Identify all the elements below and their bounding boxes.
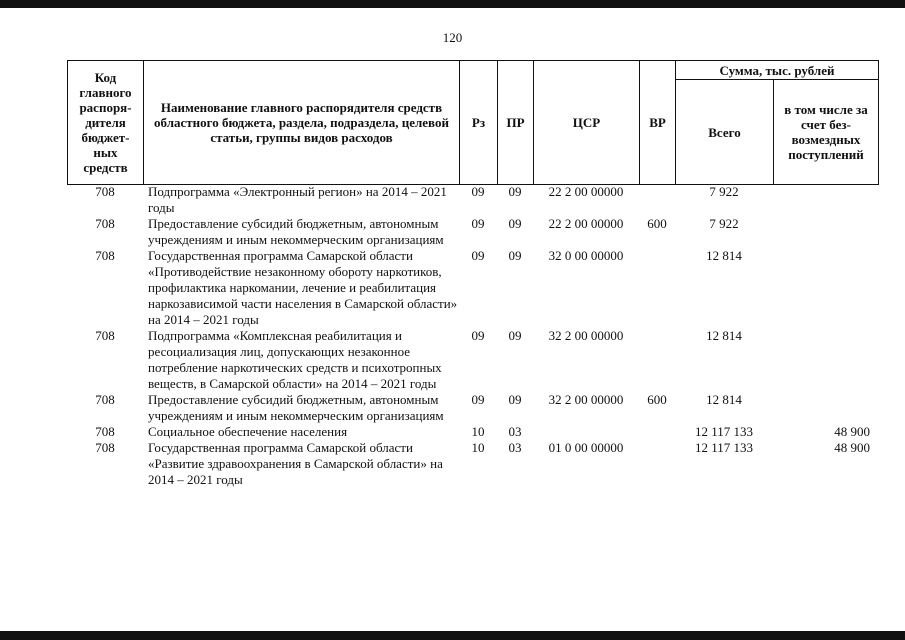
- cell-csr: 32 2 00 00000: [548, 392, 624, 407]
- cell-vr: [639, 184, 675, 216]
- page-number: 120: [442, 30, 463, 45]
- cell-name: Предоставление субсидий бюджетным, автономным учреждениям и иным некоммерческим организациям: [148, 216, 444, 247]
- cell-csr: 22 2 00 00000: [548, 216, 624, 231]
- header-csr: ЦСР: [534, 61, 640, 185]
- cell-code: 708: [95, 424, 115, 439]
- cell-name: Социальное обеспечение населения: [148, 424, 348, 439]
- cell-csr: 22 2 00 00000: [548, 184, 624, 199]
- header-name: Наименование главного распорядителя средств областного бюджета, раздела, подраздела, целевой статьи, группы видов расходов: [144, 61, 460, 185]
- cell-rz: 09: [471, 216, 485, 231]
- cell-total: 12 117 133: [694, 440, 754, 455]
- header-total: Всего: [676, 80, 774, 185]
- cell-vr: 600: [647, 392, 667, 407]
- table-row: [67, 440, 878, 488]
- cell-total: 12 814: [706, 328, 742, 343]
- cell-csr: 01 0 00 00000: [548, 440, 624, 455]
- table-row: [67, 184, 878, 216]
- cell-code: 708: [95, 328, 115, 343]
- top-border-rule: [0, 0, 905, 8]
- cell-vr: [639, 248, 675, 328]
- header-vr: ВР: [640, 61, 676, 185]
- cell-pr: 09: [508, 328, 522, 343]
- bottom-border-rule: [0, 631, 905, 640]
- table-row: [67, 248, 878, 328]
- cell-csr: 32 2 00 00000: [548, 328, 624, 343]
- cell-vr: [639, 440, 675, 488]
- cell-pr: 09: [508, 184, 522, 199]
- cell-vr: [639, 328, 675, 392]
- cell-code: 708: [95, 392, 115, 407]
- table-row: [67, 424, 878, 440]
- cell-code: 708: [95, 184, 115, 199]
- cell-total: 7 922: [709, 216, 739, 231]
- cell-total: 12 814: [706, 248, 742, 263]
- cell-free: [773, 216, 878, 248]
- cell-total: 12 814: [706, 392, 742, 407]
- cell-vr: [639, 424, 675, 440]
- cell-free: [773, 392, 878, 424]
- cell-rz: 09: [471, 392, 485, 407]
- table-header: [67, 60, 879, 185]
- cell-free: 48 900: [834, 440, 870, 455]
- cell-name: Подпрограмма «Комплексная реабилитация и ресоциализация лиц, допускающих незаконное потребление наркотических средств и психотропных веществ, в Самарской области» на 2014 – 2021 годы: [148, 328, 442, 391]
- header-free: в том числе за счет без-возмездных поступлений: [774, 80, 879, 185]
- cell-rz: 10: [471, 424, 485, 439]
- cell-csr: 32 0 00 00000: [548, 248, 624, 263]
- cell-free: 48 900: [834, 424, 870, 439]
- cell-rz: 09: [471, 184, 485, 199]
- cell-pr: 03: [508, 440, 522, 455]
- cell-code: 708: [95, 216, 115, 231]
- table-row: [67, 328, 878, 392]
- cell-total: 7 922: [709, 184, 739, 199]
- cell-code: 708: [95, 440, 115, 455]
- cell-rz: 09: [471, 248, 485, 263]
- cell-pr: 09: [508, 392, 522, 407]
- cell-rz: 09: [471, 328, 485, 343]
- cell-free: [773, 328, 878, 392]
- cell-name: Подпрограмма «Электронный регион» на 2014 – 2021 годы: [148, 184, 447, 215]
- cell-pr: 09: [508, 248, 522, 263]
- table-row: [67, 392, 878, 424]
- cell-total: 12 117 133: [694, 424, 754, 439]
- cell-name: Государственная программа Самарской области «Противодействие незаконному обороту наркотиков, профилактика наркомании, лечение и реабилитация наркозависимой части населения в Самарской области» на 2014 – 2021 годы: [148, 248, 458, 327]
- cell-free: [773, 248, 878, 328]
- header-sum-title: Сумма, тыс. рублей: [676, 61, 879, 80]
- cell-name: Предоставление субсидий бюджетным, автономным учреждениям и иным некоммерческим организациям: [148, 392, 444, 423]
- table-row: [67, 216, 878, 248]
- cell-free: [773, 184, 878, 216]
- cell-pr: 03: [508, 424, 522, 439]
- cell-csr: [533, 424, 639, 440]
- cell-rz: 10: [471, 440, 485, 455]
- cell-code: 708: [95, 248, 115, 263]
- cell-pr: 09: [508, 216, 522, 231]
- cell-vr: 600: [647, 216, 667, 231]
- header-code: Код главного распоря-дителя бюджет-ных средств: [68, 61, 144, 185]
- header-pr: ПР: [498, 61, 534, 185]
- budget-table: [67, 184, 878, 488]
- header-rz: Рз: [460, 61, 498, 185]
- cell-name: Государственная программа Самарской области «Развитие здравоохранения в Самарской области» на 2014 – 2021 годы: [148, 440, 443, 487]
